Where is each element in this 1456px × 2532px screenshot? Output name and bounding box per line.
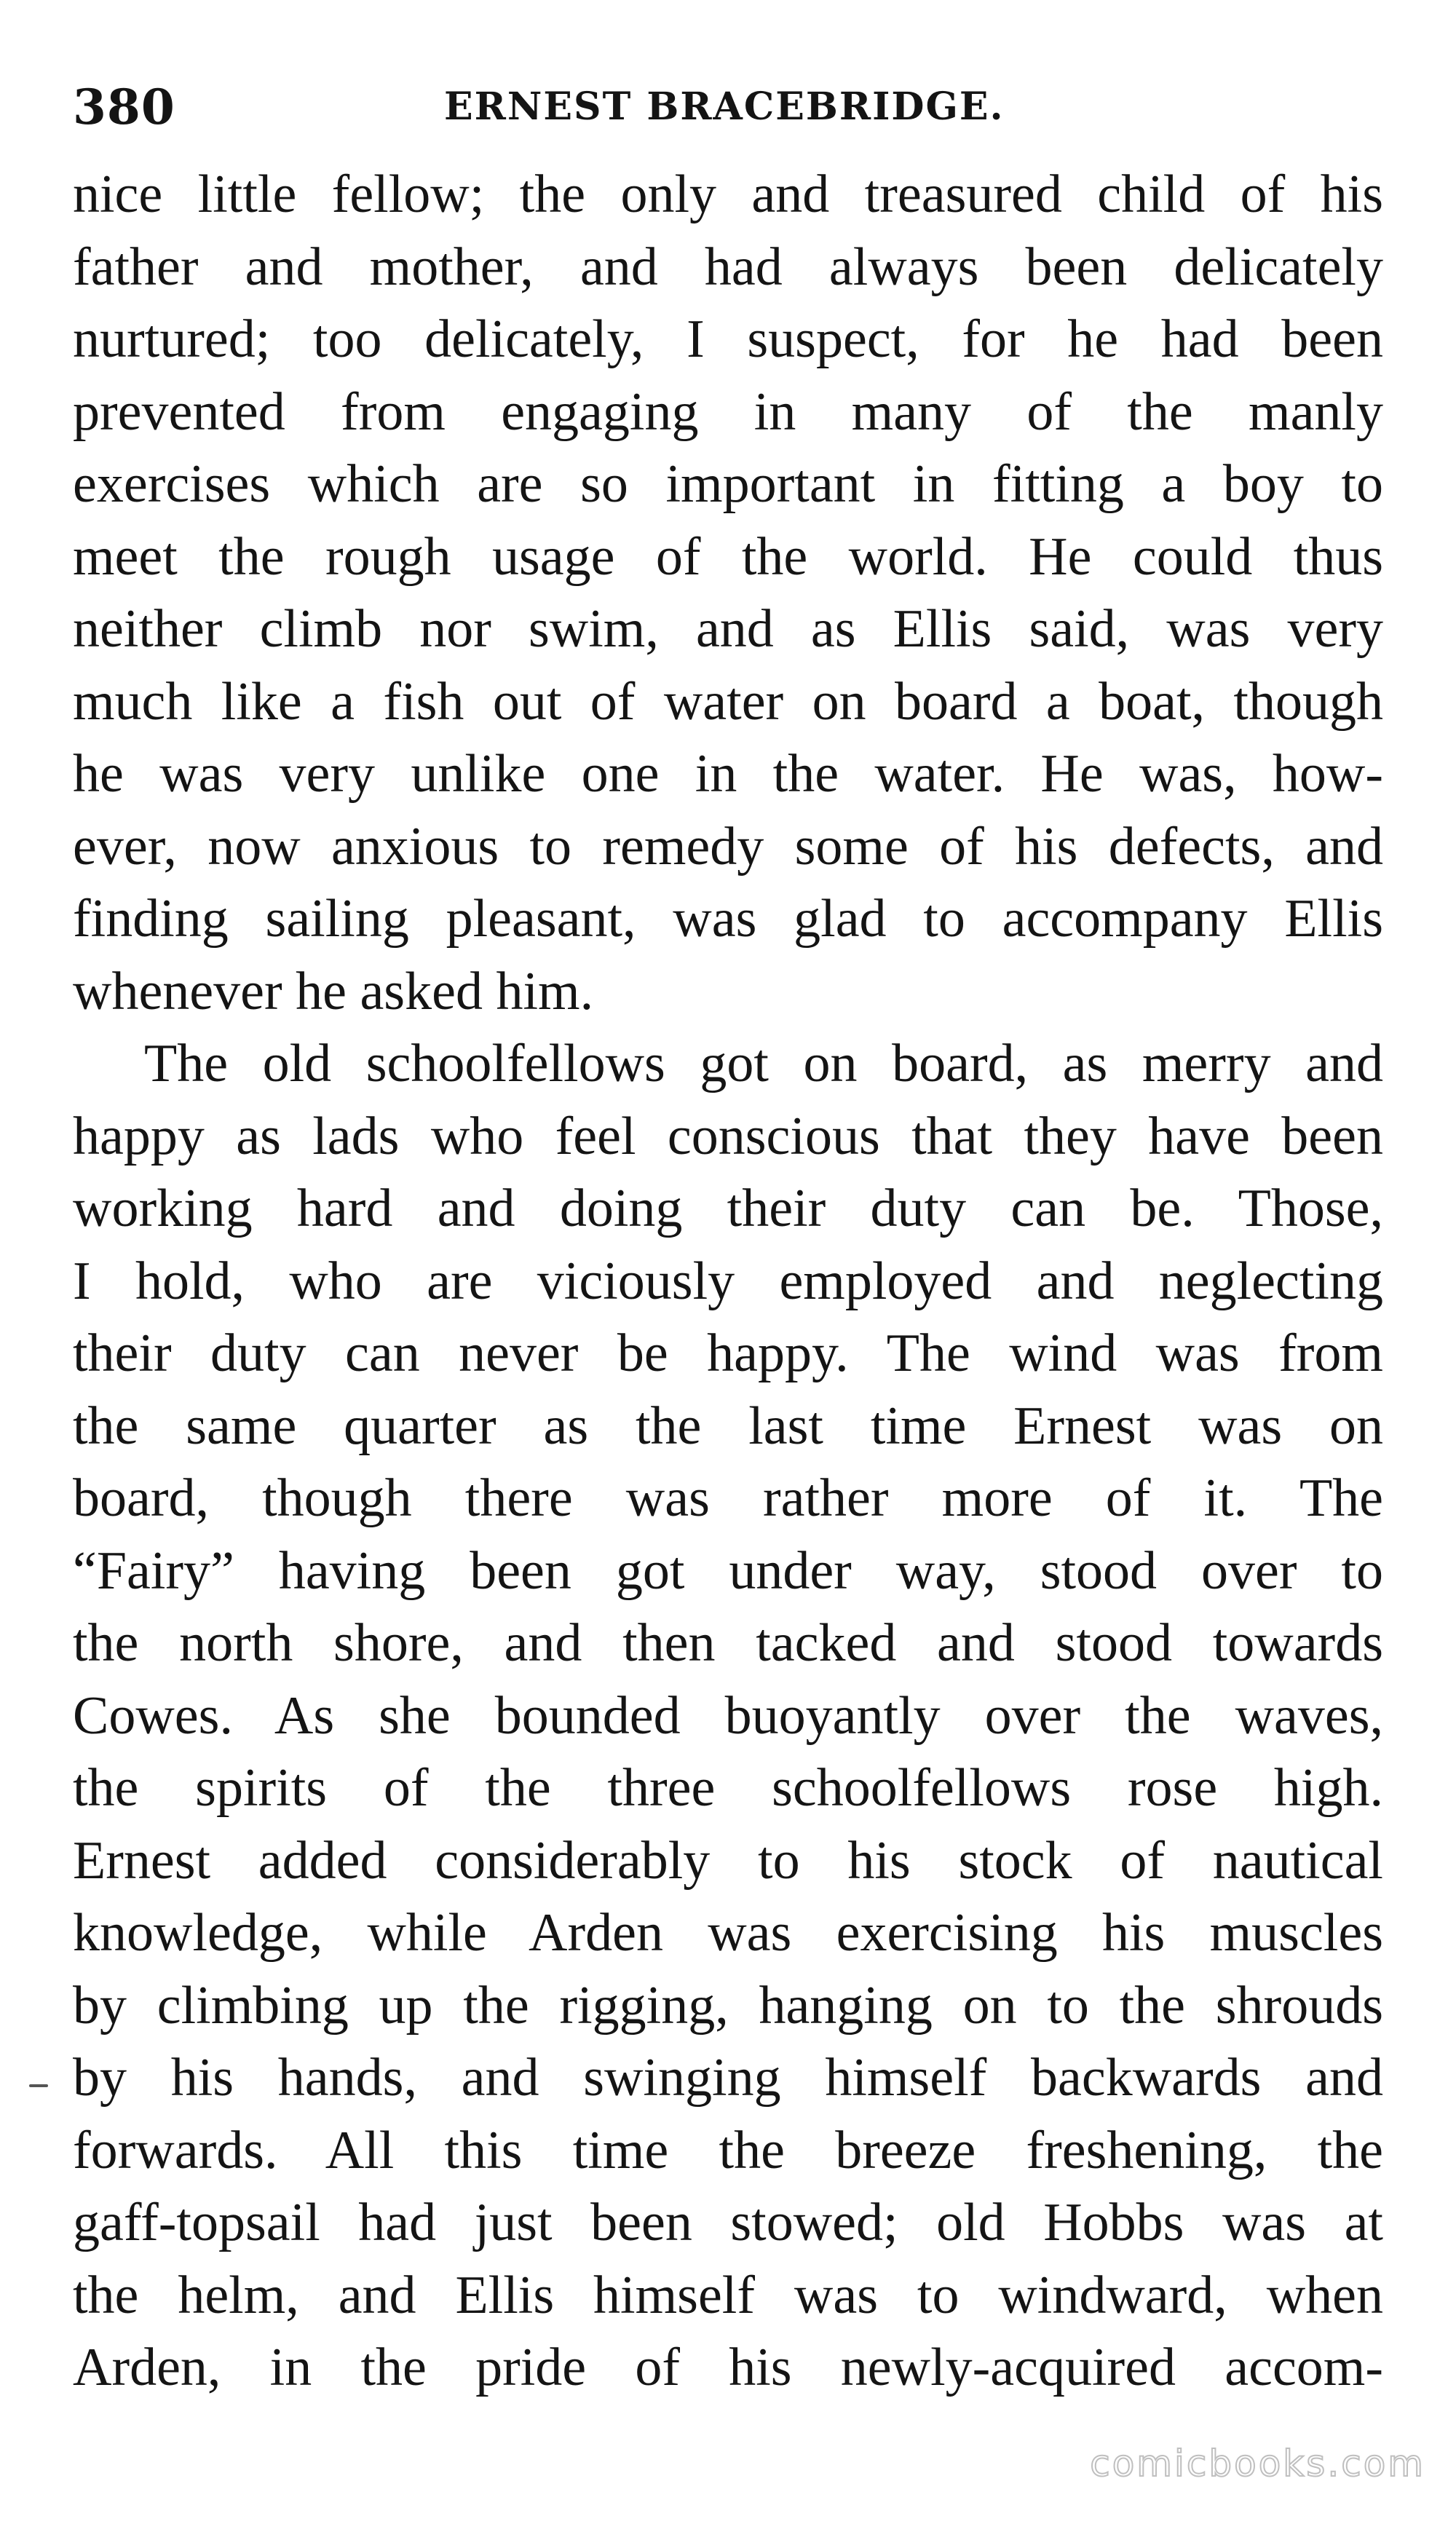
- text-line: Arden, in the pride of his newly-acquired accom-: [73, 2338, 1383, 2397]
- watermark: comicbooks.com: [1090, 2442, 1425, 2485]
- text-line: the north shore, and then tacked and stood towards: [73, 1613, 1383, 1673]
- text-line: neither climb nor swim, and as Ellis said, was very: [73, 599, 1383, 659]
- text-line: nurtured; too delicately, I suspect, for he had been: [73, 309, 1383, 369]
- text-line: ever, now anxious to remedy some of his defects, and: [73, 816, 1383, 877]
- text-line: father and mother, and had always been delicately: [73, 237, 1383, 297]
- text-line: finding sailing pleasant, was glad to accompany Ellis: [73, 889, 1383, 949]
- text-line: whenever he asked him.: [73, 961, 594, 1021]
- paragraph-1: [73, 159, 1383, 1028]
- text-line: gaff-topsail had just been stowed; old Hobbs was at: [73, 2193, 1383, 2252]
- text-line: their duty can never be happy. The wind was from: [73, 1324, 1383, 1383]
- text-line: knowledge, while Arden was exercising his muscles: [73, 1903, 1383, 1963]
- text-line: The old schoolfellows got on board, as merry and: [144, 1034, 1383, 1093]
- text-line: I hold, who are viciously employed and neglecting: [73, 1251, 1383, 1311]
- text-line: nice little fellow; the only and treasured child of his: [73, 165, 1383, 224]
- text-line: the helm, and Ellis himself was to windward, when: [73, 2265, 1383, 2325]
- text-line: happy as lads who feel conscious that they have been: [73, 1106, 1383, 1166]
- text-line: forwards. All this time the breeze freshening, the: [73, 2120, 1383, 2180]
- text-line: working hard and doing their duty can be. Those,: [73, 1179, 1383, 1238]
- text-line: exercises which are so important in fitting a boy to: [73, 454, 1383, 514]
- text-line: prevented from engaging in many of the manly: [73, 381, 1383, 442]
- page-header: [73, 67, 1383, 147]
- text-line: much like a fish out of water on board a boat, though: [73, 671, 1383, 732]
- text-line: board, though there was rather more of it. The: [73, 1468, 1383, 1528]
- running-title: ERNEST BRACEBRIDGE.: [444, 84, 1005, 129]
- paragraph-2: [73, 1028, 1383, 2405]
- text-line: by his hands, and swinging himself backwards and: [73, 2048, 1383, 2108]
- text-line: he was very unlike one in the water. He was, how-: [73, 744, 1383, 804]
- text-line: the spirits of the three schoolfellows rose high.: [73, 1758, 1383, 1818]
- page-body: [73, 159, 1383, 2405]
- text-line: “Fairy” having been got under way, stood over to: [73, 1540, 1383, 1601]
- text-line: the same quarter as the last time Ernest was on: [73, 1396, 1383, 1456]
- page-number: 380: [73, 79, 175, 135]
- text-line: Cowes. As she bounded buoyantly over the waves,: [73, 1685, 1383, 1746]
- text-line: meet the rough usage of the world. He could thus: [73, 526, 1383, 587]
- text-line: Ernest added considerably to his stock of nautical: [73, 1830, 1383, 1891]
- text-line: by climbing up the rigging, hanging on to the shrouds: [73, 1975, 1383, 2036]
- margin-mark: [29, 2084, 48, 2087]
